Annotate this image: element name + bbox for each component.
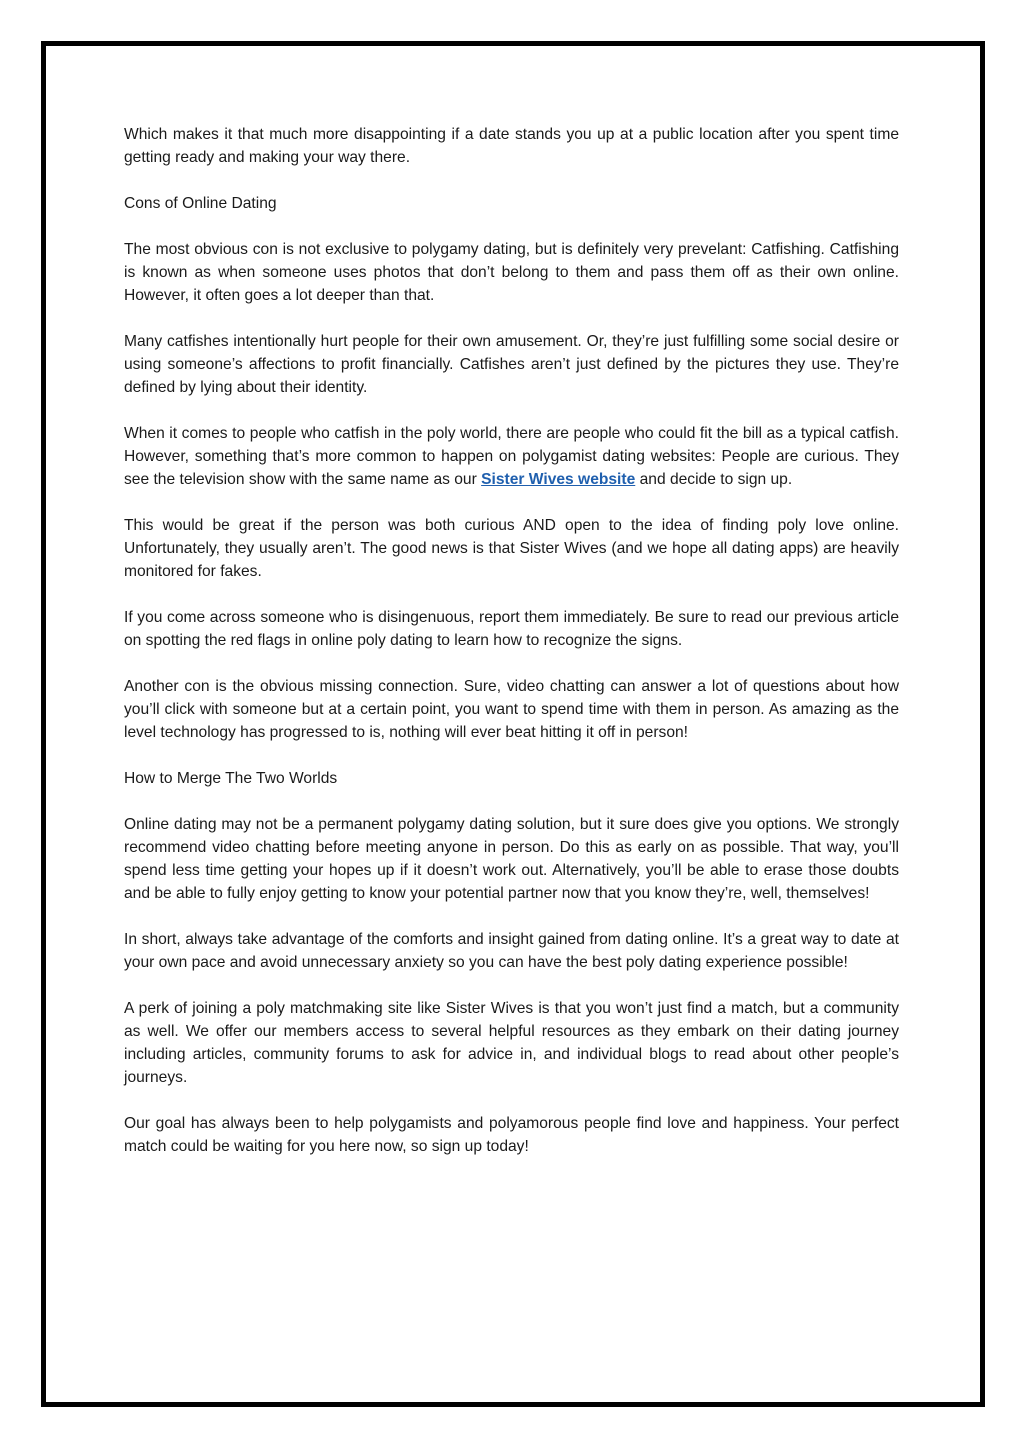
paragraph-catfishing: The most obvious con is not exclusive to polygamy dating, but is definitely very prevelant: Catfishing. Catfishing is known as when someone uses photos that don’t belong to them and pass them off as their own online. However, it often goes a lot deeper than that. xyxy=(124,241,899,304)
paragraph-catfishes-intent: Many catfishes intentionally hurt people for their own amusement. Or, they’re just fulfilling some social desire or using someone’s affections to profit financially. Catfishes aren’t just defined by the pictures they use. They’re defined by lying about their identity. xyxy=(124,333,899,396)
paragraph-poly-catfish-tail: and decide to sign up. xyxy=(635,471,793,488)
document-body xyxy=(124,123,899,1181)
paragraph-disappointing-date: Which makes it that much more disappointing if a date stands you up at a public location after you spent time getting ready and making your way there. xyxy=(124,126,899,166)
paragraph-poly-catfish-text: When it comes to people who catfish in the poly world, there are people who could fit the bill as a typical catfish. However, something that’s more common to happen on polygamist dating websites: People are curious. They see the television show with the same name as our xyxy=(124,425,899,488)
heading-cons-of-online-dating: Cons of Online Dating xyxy=(124,195,277,212)
paragraph-video-chatting: Online dating may not be a permanent polygamy dating solution, but it sure does give you options. We strongly recommend video chatting before meeting anyone in person. Do this as early on as possible. That way, you’ll spend less time getting your hopes up if it doesn’t work out. Alternatively, you’ll be able to erase those doubts and be able to fully enjoy getting to know your potential partner now that you know they’re, well, themselves! xyxy=(124,816,899,902)
paragraph-in-short: In short, always take advantage of the comforts and insight gained from dating online. It’s a great way to date at your own pace and avoid unnecessary anxiety so you can have the best poly dating experience possible! xyxy=(124,931,899,971)
paragraph-curious-and-open: This would be great if the person was both curious AND open to the idea of finding poly love online. Unfortunately, they usually aren’t. The good news is that Sister Wives (and we hope all dating apps) are heavily monitored for fakes. xyxy=(124,517,899,580)
paragraph-perk-of-joining: A perk of joining a poly matchmaking site like Sister Wives is that you won’t just find a match, but a community as well. We offer our members access to several helpful resources as they embark on their dating journey including articles, community forums to ask for advice in, and individual blogs to read about other people’s journeys. xyxy=(124,1000,899,1086)
sister-wives-website-link[interactable]: Sister Wives website xyxy=(481,471,636,488)
paragraph-our-goal: Our goal has always been to help polygamists and polyamorous people find love and happiness. Your perfect match could be waiting for you here now, so sign up today! xyxy=(124,1115,899,1155)
paragraph-poly-catfish xyxy=(124,422,899,491)
paragraph-missing-connection: Another con is the obvious missing connection. Sure, video chatting can answer a lot of questions about how you’ll click with someone but at a certain point, you want to spend time with them in person. As amazing as the level technology has progressed to is, nothing will ever beat hitting it off in person! xyxy=(124,678,899,741)
heading-merge-two-worlds: How to Merge The Two Worlds xyxy=(124,770,338,787)
paragraph-report-disingenuous: If you come across someone who is disingenuous, report them immediately. Be sure to read our previous article on spotting the red flags in online poly dating to learn how to recognize the signs. xyxy=(124,609,899,649)
